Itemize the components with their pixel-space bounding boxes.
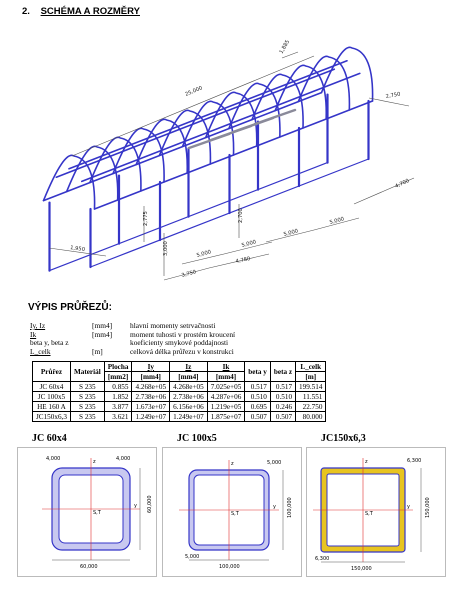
col-header: Plocha (104, 362, 132, 372)
dimension-label: 1,885 (278, 39, 292, 55)
table-cell: 3.621 (104, 412, 132, 422)
legend-symbol: L_celk (30, 346, 51, 356)
table-cell: 4.287e+06 (207, 392, 245, 402)
dim-bottom-left: 6,300 (315, 556, 330, 562)
roof-purlin (44, 93, 322, 201)
section-table (32, 361, 326, 422)
table-cell: 80.000 (296, 412, 326, 422)
heading-number: 2. (22, 6, 30, 17)
table-cell: 1.249e+07 (132, 412, 170, 422)
profile-title: JC 60x4 (32, 433, 67, 444)
profile-drawing (17, 447, 157, 577)
table-header-row (33, 362, 326, 372)
dimension-label: 5,000 (195, 249, 212, 259)
col-unit: [mm4] (170, 372, 208, 382)
dimension-label: 4,780 (235, 255, 251, 265)
roof-rib (298, 56, 349, 110)
roof-rib (229, 83, 280, 137)
table-row (33, 382, 326, 392)
table-cell: 1.852 (104, 392, 132, 402)
axis-z-label: z (365, 459, 368, 465)
axis-y-label: y (407, 504, 410, 510)
legend-symbol: Iy, Iz (30, 321, 46, 330)
table-cell: S 235 (70, 392, 104, 402)
col-unit: [mm4] (132, 372, 170, 382)
axis-z-label: z (231, 461, 234, 467)
canopy-structure (44, 47, 373, 270)
table-row (33, 392, 326, 402)
legend-unit: [mm4] (92, 321, 113, 330)
table-cell: 11.551 (296, 392, 326, 402)
table-cell: 0.510 (245, 392, 271, 402)
table-cell: 0.510 (270, 392, 295, 402)
table-cell: 0.507 (245, 412, 271, 422)
dimension-label: 5,000 (282, 228, 299, 238)
dimension-label: 2,750 (385, 91, 401, 100)
table-cell: 2.738e+06 (132, 392, 170, 402)
section-heading (22, 6, 140, 17)
roof-rib (67, 146, 118, 200)
col-header: Průřez (33, 362, 71, 382)
col-header-text: Ik (222, 362, 230, 371)
dim-top-left: 4,000 (46, 456, 61, 462)
col-header (207, 362, 245, 372)
table-cell: 6.156e+06 (170, 402, 208, 412)
col-unit: [m] (296, 372, 326, 382)
legend-desc: koeficienty smykové poddajnosti (130, 338, 229, 348)
table-cell: 3.877 (104, 402, 132, 412)
dimension-label: 5,000 (240, 239, 257, 249)
table-cell: 0.507 (270, 412, 295, 422)
roof-purlin (69, 61, 347, 169)
legend-desc: hlavní momenty setrvačnosti (130, 321, 216, 330)
table-cell: 1.875e+07 (207, 412, 245, 422)
col-unit: [mm4] (207, 372, 245, 382)
table-cell: 7.025e+05 (207, 382, 245, 392)
roof-rib (113, 128, 164, 182)
table-cell: JC150x6,3 (33, 412, 71, 422)
dim-bottom: 150,000 (351, 566, 372, 572)
roof-rib (322, 47, 373, 101)
table-cell: 4.268e+05 (170, 382, 208, 392)
dimension-label: 1,950 (69, 245, 86, 254)
table-cell: 1.249e+07 (170, 412, 208, 422)
table-row (33, 402, 326, 412)
profile-svg (18, 448, 156, 576)
table-cell: 4.268e+05 (132, 382, 170, 392)
col-unit: [mm2] (104, 372, 132, 382)
profile-title: JC150x6,3 (321, 433, 366, 444)
heading-title: SCHÉMA A ROZMĚRY (40, 6, 140, 17)
profile-drawing (162, 447, 302, 577)
col-header: beta y (245, 362, 271, 382)
canopy-schematic (14, 28, 444, 290)
col-header: L_celk (296, 362, 326, 372)
table-cell: HE 160 A (33, 402, 71, 412)
table-cell: 0.246 (270, 402, 295, 412)
col-header-text: Iz (185, 362, 192, 371)
center-label: S,T (231, 511, 239, 517)
axis-z-label: z (93, 459, 96, 465)
col-header-text: Iy (147, 362, 154, 371)
dimension-label: 2,775 (143, 211, 149, 226)
table-cell: 2.738e+06 (170, 392, 208, 402)
table-row (33, 412, 326, 422)
profile-svg (307, 448, 445, 576)
center-label: S,T (365, 511, 373, 517)
dim-top-right: 6,300 (407, 458, 422, 464)
table-cell: 0.517 (270, 382, 295, 392)
dim-right: 60,000 (147, 495, 153, 513)
col-header: beta z (270, 362, 295, 382)
table-cell: JC 100x5 (33, 392, 71, 402)
legend-desc: moment tuhosti v prostém kroucení (130, 329, 236, 339)
dim-top-right: 5,000 (267, 460, 282, 466)
legend-symbol: beta y, beta z (30, 338, 69, 348)
legend-symbol: Ik (30, 329, 37, 339)
table-cell: 0.517 (245, 382, 271, 392)
table-cell: S 235 (70, 382, 104, 392)
legend-desc: celková délka průřezu v konstrukci (130, 346, 234, 356)
roof-rib (159, 110, 210, 164)
table-cell: 1.673e+07 (132, 402, 170, 412)
roof-rib (252, 74, 303, 128)
roof-purlin (82, 73, 360, 181)
col-header (170, 362, 208, 372)
col-header (132, 362, 170, 372)
col-header: Materiál (70, 362, 104, 382)
axis-y-label: y (134, 503, 137, 509)
dimension-label: 3,750 (180, 269, 197, 279)
dimension-label: 3,000 (163, 241, 169, 256)
roof-rib (136, 119, 187, 173)
dimension-label: 4,700 (394, 178, 411, 190)
table-cell: 199.514 (296, 382, 326, 392)
legend-unit: [m] (92, 346, 103, 356)
dim-bottom: 100,000 (219, 564, 240, 570)
dim-right: 150,000 (425, 497, 431, 518)
profile-drawing (306, 447, 446, 577)
roof-rib (44, 155, 95, 209)
dim-top-right: 4,000 (116, 456, 131, 462)
table-cell: 0.855 (104, 382, 132, 392)
dim-bottom-left: 5,000 (185, 554, 200, 560)
dimension-label: 5,000 (328, 216, 345, 226)
center-label: S,T (93, 510, 101, 516)
profile-svg (163, 448, 301, 576)
table-cell: 0.695 (245, 402, 271, 412)
profile-title: JC 100x5 (177, 433, 217, 444)
dimension-label: 25,000 (184, 85, 204, 98)
dim-right: 100,000 (287, 497, 293, 518)
table-cell: S 235 (70, 402, 104, 412)
table-cell: JC 60x4 (33, 382, 71, 392)
legend-unit: [mm4] (92, 329, 113, 339)
axis-y-label: y (273, 504, 276, 510)
table-cell: S 235 (70, 412, 104, 422)
roof-rib (275, 65, 326, 119)
dim-bottom: 60,000 (80, 564, 98, 570)
table-cell: 22.750 (296, 402, 326, 412)
sections-title: VÝPIS PRŮŘEZŮ: (28, 302, 112, 313)
dimension-label: 2,700 (238, 208, 244, 223)
roof-purlin (56, 69, 334, 177)
table-cell: 1.219e+05 (207, 402, 245, 412)
